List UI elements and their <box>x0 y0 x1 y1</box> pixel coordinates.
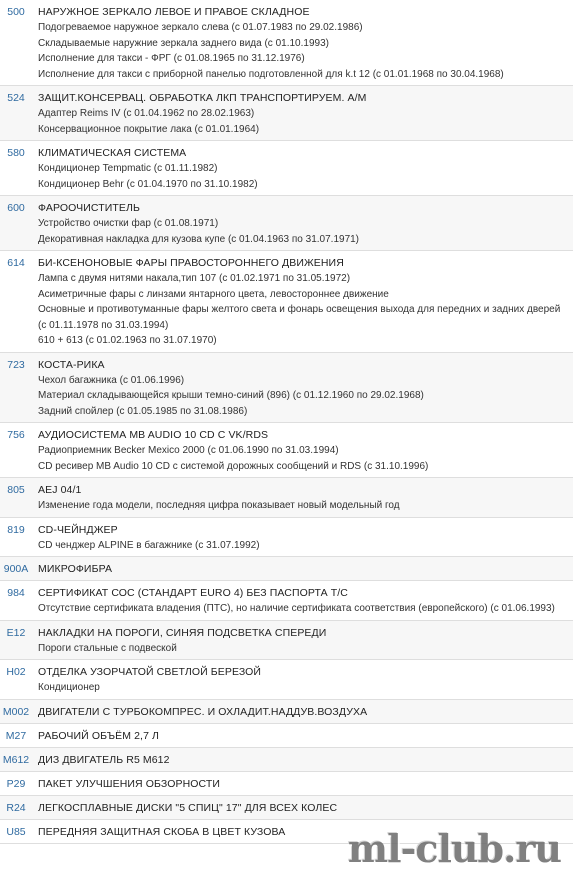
option-title: ДВИГАТЕЛИ С ТУРБОКОМПРЕС. И ОХЛАДИТ.НАДДУВ.ВОЗДУХА <box>38 705 368 718</box>
option-title: АУДИОСИСТЕМА MB AUDIO 10 CD С VK/RDS <box>38 429 269 441</box>
option-details <box>32 427 573 474</box>
option-details <box>32 90 573 137</box>
option-description: Кондиционер Behr (с 01.04.1970 по 31.10.1982) <box>38 178 258 190</box>
option-description: Асиметричные фары с линзами янтарного цвета, левостороннее движение <box>38 288 389 300</box>
option-code[interactable]: M002 <box>2 705 30 718</box>
option-details <box>32 4 573 82</box>
option-title: КЛИМАТИЧЕСКАЯ СИСТЕМА <box>38 147 187 159</box>
option-description: Отсутствие сертификата владения (ПТС), но наличие сертификата соответствия (европейского) (с 01.06.1993) <box>38 603 555 614</box>
option-title: НАРУЖНОЕ ЗЕРКАЛО ЛЕВОЕ И ПРАВОЕ СКЛАДНОЕ <box>38 6 310 18</box>
option-details <box>32 200 573 247</box>
option-row <box>0 353 573 424</box>
option-row <box>0 772 573 796</box>
option-description: Декоративная накладка для кузова купе (с 01.04.1963 по 31.07.1971) <box>38 233 360 245</box>
option-row <box>0 478 573 518</box>
option-code[interactable]: 723 <box>7 358 25 371</box>
option-code[interactable]: 600 <box>7 202 25 214</box>
option-details <box>32 664 573 696</box>
option-description: Кондиционер <box>38 682 100 693</box>
option-details <box>32 752 573 768</box>
option-title: КОСТА-РИКА <box>38 358 105 371</box>
option-code[interactable]: 984 <box>7 587 25 599</box>
option-code[interactable]: 580 <box>7 147 25 159</box>
option-details <box>32 800 573 816</box>
option-description: Лампа с двумя нитями накала,тип 107 (с 01.02.1971 по 31.05.1972) <box>38 273 351 284</box>
option-code[interactable]: E12 <box>6 626 26 639</box>
option-row <box>0 621 573 661</box>
option-details <box>32 482 573 514</box>
option-code[interactable]: H02 <box>6 666 26 678</box>
option-title: МИКРОФИБРА <box>38 563 113 575</box>
option-code[interactable]: M612 <box>2 753 30 766</box>
option-title: ДИЗ ДВИГАТЕЛЬ R5 M612 <box>38 753 170 766</box>
option-row <box>0 518 573 558</box>
option-description: 610 + 613 (с 01.02.1963 по 31.07.1970) <box>38 335 217 346</box>
option-details <box>32 255 573 349</box>
option-title: ОТДЕЛКА УЗОРЧАТОЙ СВЕТЛОЙ БЕРЕЗОЙ <box>38 666 262 678</box>
option-code[interactable]: 500 <box>7 6 25 18</box>
option-description: Радиоприемник Becker Mexico 2000 (с 01.06.1990 по 31.03.1994) <box>38 445 339 456</box>
option-title: БИ-КСЕНОНОВЫЕ ФАРЫ ПРАВОСТОРОННЕГО ДВИЖЕНИЯ <box>38 257 344 269</box>
option-details <box>32 561 573 577</box>
option-description: Задний спойлер (с 01.05.1985 по 31.08.1986) <box>38 405 248 417</box>
option-row <box>0 700 573 724</box>
option-row <box>0 796 573 820</box>
option-details <box>32 522 573 554</box>
option-details <box>32 585 573 617</box>
option-description: CD ченджер ALPINE в багажнике (с 31.07.1992) <box>38 539 260 551</box>
option-title: ПЕРЕДНЯЯ ЗАЩИТНАЯ СКОБА В ЦВЕТ КУЗОВА <box>38 825 286 838</box>
option-title: ЗАЩИТ.КОНСЕРВАЦ. ОБРАБОТКА ЛКП ТРАНСПОРТИРУЕМ. А/М <box>38 92 367 104</box>
option-title: AEJ 04/1 <box>38 484 82 496</box>
option-title: ФАРООЧИСТИТЕЛЬ <box>38 202 140 214</box>
option-row <box>0 557 573 581</box>
option-row <box>0 0 573 86</box>
option-code[interactable]: 524 <box>7 92 25 104</box>
option-code[interactable]: P29 <box>6 777 26 790</box>
option-row <box>0 141 573 196</box>
option-row <box>0 581 573 621</box>
option-title: CD-ЧЕЙНДЖЕР <box>38 523 118 536</box>
option-description: Устройство очистки фар (с 01.08.1971) <box>38 218 219 229</box>
option-details <box>32 824 573 840</box>
option-code[interactable]: M27 <box>5 729 27 742</box>
option-details <box>32 704 573 720</box>
option-description: Пороги стальные с подвеской <box>38 642 177 654</box>
option-description: Материал складывающейся крыши темно-синий (896) (с 01.12.1960 по 29.02.1968) <box>38 390 424 401</box>
option-description: Складываемые наружние зеркала заднего вида (с 01.10.1993) <box>38 37 329 49</box>
option-description: CD ресивер MB Audio 10 CD с системой дорожных сообщений и RDS (с 31.10.1996) <box>38 460 429 472</box>
option-row <box>0 724 573 748</box>
option-description: Адаптер Reims IV (с 01.04.1962 по 28.02.1963) <box>38 108 255 119</box>
option-row <box>0 196 573 251</box>
option-title: СЕРТИФИКАТ СОС (СТАНДАРТ EURO 4) БЕЗ ПАСПОРТА Т/С <box>38 587 348 599</box>
option-description: Кондиционер Tempmatic (с 01.11.1982) <box>38 163 218 174</box>
option-description: Исполнение для такси с приборной панелью подготовленной для k.t 12 (с 01.01.1968 по 30.04.1968) <box>38 68 504 80</box>
option-code[interactable]: 819 <box>7 523 25 536</box>
option-code[interactable]: 805 <box>7 484 25 496</box>
option-code[interactable]: 900A <box>3 563 29 575</box>
option-code[interactable]: U85 <box>6 825 26 838</box>
option-description: Исполнение для такси - ФРГ (с 01.08.1965 по 31.12.1976) <box>38 53 305 64</box>
option-title: ЛЕГКОСПЛАВНЫЕ ДИСКИ "5 СПИЦ" 17" ДЛЯ ВСЕХ КОЛЕС <box>38 801 338 814</box>
option-details <box>32 728 573 744</box>
option-code[interactable]: 614 <box>7 257 25 269</box>
option-description: Консервационное покрытие лака (с 01.01.1964) <box>38 123 260 135</box>
option-details <box>32 357 573 420</box>
option-row <box>0 251 573 353</box>
option-description: Изменение года модели, последняя цифра показывает новый модельный год <box>38 500 400 511</box>
option-description: Основные и противотуманные фары желтого света и фонарь освещения выхода для передних и задних дверей (с 01.11.1978 по 31.03.1994) <box>38 304 561 331</box>
option-row <box>0 423 573 478</box>
option-row <box>0 820 573 844</box>
site-watermark: ml-club.ru <box>347 826 561 871</box>
option-code[interactable]: 756 <box>7 429 25 441</box>
option-details <box>32 776 573 792</box>
option-description: Подогреваемое наружное зеркало слева (с 01.07.1983 по 29.02.1986) <box>38 22 363 33</box>
option-title: НАКЛАДКИ НА ПОРОГИ, СИНЯЯ ПОДСВЕТКА СПЕРЕДИ <box>38 626 327 639</box>
option-row <box>0 660 573 700</box>
option-details <box>32 145 573 192</box>
option-row <box>0 748 573 772</box>
option-description: Чехол багажника (с 01.06.1996) <box>38 374 185 386</box>
option-title: РАБОЧИЙ ОБЪЁМ 2,7 Л <box>38 729 160 742</box>
option-title: ПАКЕТ УЛУЧШЕНИЯ ОБЗОРНОСТИ <box>38 777 221 790</box>
option-row <box>0 86 573 141</box>
option-code[interactable]: R24 <box>6 801 26 814</box>
option-details <box>32 625 573 657</box>
